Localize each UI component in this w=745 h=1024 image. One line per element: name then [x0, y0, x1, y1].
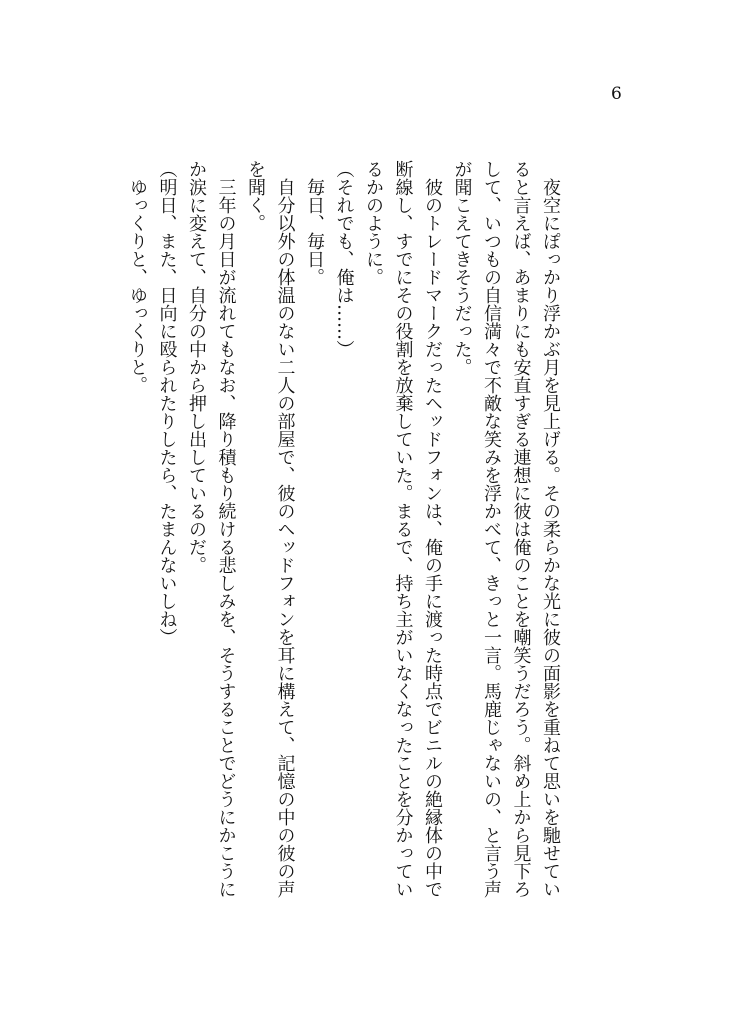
paragraph-1	[447, 160, 565, 930]
page-number: 6	[611, 84, 622, 104]
text-line: 自分以外の体温のない二人の部屋で、彼のヘッドフォンを耳に構えて、記憶の中の彼の声	[274, 160, 296, 898]
paragraph-4	[300, 160, 330, 930]
text-line: して、いつもの自信満々で不敵な笑みを浮かべて、きっと一言。馬鹿じゃないの、と言う声	[481, 160, 502, 898]
text-line: （それでも、俺は……）	[333, 160, 355, 358]
paragraph-8	[123, 160, 153, 930]
vertical-body-text	[123, 160, 566, 930]
text-line: か涙に変えて、自分の中から押し出しているのだ。	[186, 160, 207, 574]
paragraph-6	[182, 160, 241, 930]
text-line: を聞く。	[245, 160, 266, 232]
paragraph-7	[152, 160, 182, 930]
text-line: ゆっくりと、ゆっくりと。	[127, 160, 148, 394]
text-line: 毎日、毎日。	[304, 160, 325, 286]
paragraph-5	[241, 160, 300, 930]
text-line: ると言えば、あまりにも安直すぎる連想に彼は俺のことを嘲笑うだろう。斜め上から見下ろ	[510, 160, 532, 898]
paragraph-3	[329, 160, 359, 930]
text-line: 彼のトレードマークだったヘッドフォンは、俺の手に渡った時点でビニルの絶縁体の中で	[422, 160, 443, 898]
text-line: が聞こえてきそうだった。	[451, 160, 473, 376]
text-line: （明日、また、日向に殴られたりしたら、たまんないしね）	[156, 160, 178, 646]
text-line: 夜空にぽっかり浮かぶ月を見上げる。その柔らかな光に彼の面影を重ねて思いを馳せてい	[540, 160, 561, 898]
paragraph-2	[359, 160, 448, 930]
text-line: 断線し、すでにその役割を放棄していた。まるで、持ち主がいなくなったことを分かってい	[392, 160, 414, 898]
text-line: 三年の月日が流れてもなお、降り積もり続ける悲しみを、そうすることでどうにかこうに	[215, 160, 237, 898]
text-line: るかのように。	[363, 160, 384, 286]
